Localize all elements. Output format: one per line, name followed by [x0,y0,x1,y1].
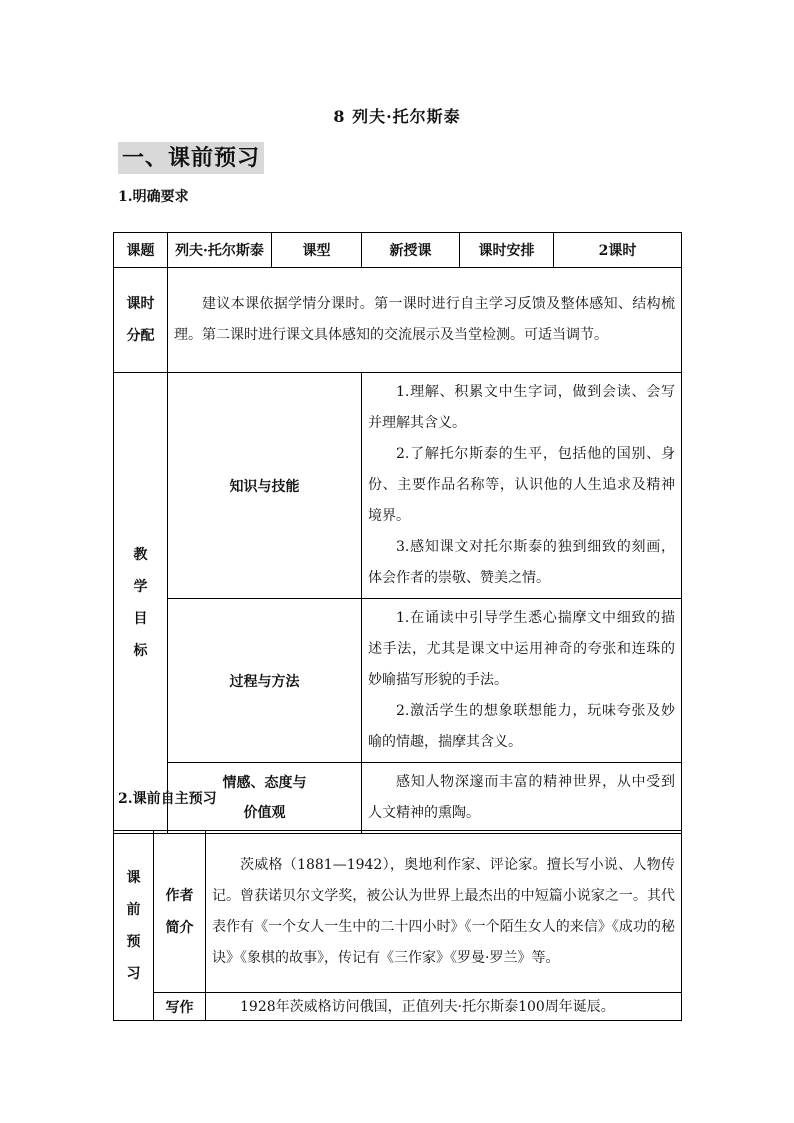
goal-row [114,599,682,763]
goals-label: 教 学 目 标 [114,373,168,834]
preview-side-label: 课 前 预 习 [114,831,154,1021]
header-cell: 课题 [114,233,168,268]
writing-label: 写作 [154,993,206,1021]
goal-text-process: 1.在诵读中引导学生悉心揣摩文中细致的描述手法，尤其是课文中运用神奇的夸张和连珠的妙喻描写形貌的手法。 2.激活学生的想象联想能力，玩味夸张及妙喻的情趣，揣摩其含义。 [362,599,682,763]
header-cell: 新授课 [362,233,460,268]
goal-text-attitude: 感知人物深邃而丰富的精神世界，从中受到人文精神的熏陶。 [362,763,682,834]
goal-text-knowledge: 1.理解、积累文中生字词，做到会读、会写并理解其含义。 2.了解托尔斯泰的生平，包括他的国别、身份、主要作品名称等，认识他的人生追求及精神境界。 3.感知课文对托尔斯泰的独到细致的刻画，体会作者的崇敬、赞美之情。 [362,373,682,599]
page-title: 8 列夫·托尔斯泰 [333,107,461,126]
author-row [114,831,682,993]
goal-row [114,373,682,599]
author-label: 作者 简介 [154,831,206,993]
preview-table [113,830,682,1021]
goal-label-attitude: 情感、态度与 价值观 [168,763,362,834]
goal-label-knowledge: 知识与技能 [168,373,362,599]
subheading-requirements: 1.明确要求 [118,189,189,205]
allocation-text: 建议本课依据学情分课时。第一课时进行自主学习反馈及整体感知、结构梳理。第二课时进行课文具体感知的交流展示及当堂检测。可适当调节。 [168,268,682,373]
header-cell: 2课时 [554,233,682,268]
section-heading: 一、课前预习 [118,142,264,174]
author-text: 茨威格（1881—1942），奥地利作家、评论家。擅长写小说、人物传记。曾获诺贝尔文学奖，被公认为世界上最杰出的中短篇小说家之一。其代表作有《一个女人一生中的二十四小时》《一个陌生女人的来信》《成功的秘诀》《象棋的故事》，传记有《三作家》《罗曼·罗兰》等。 [206,831,682,993]
requirements-table [113,232,682,834]
writing-text: 1928年茨威格访问俄国，正值列夫·托尔斯泰100周年诞辰。 [206,993,682,1021]
allocation-label: 课时 分配 [114,268,168,373]
writing-row [114,993,682,1021]
subheading-preview: 2.课前自主预习 [118,791,217,807]
goal-label-process: 过程与方法 [168,599,362,763]
header-cell: 课型 [272,233,362,268]
header-row [114,233,682,268]
header-cell: 课时安排 [460,233,554,268]
allocation-row [114,268,682,373]
header-cell: 列夫·托尔斯泰 [168,233,272,268]
